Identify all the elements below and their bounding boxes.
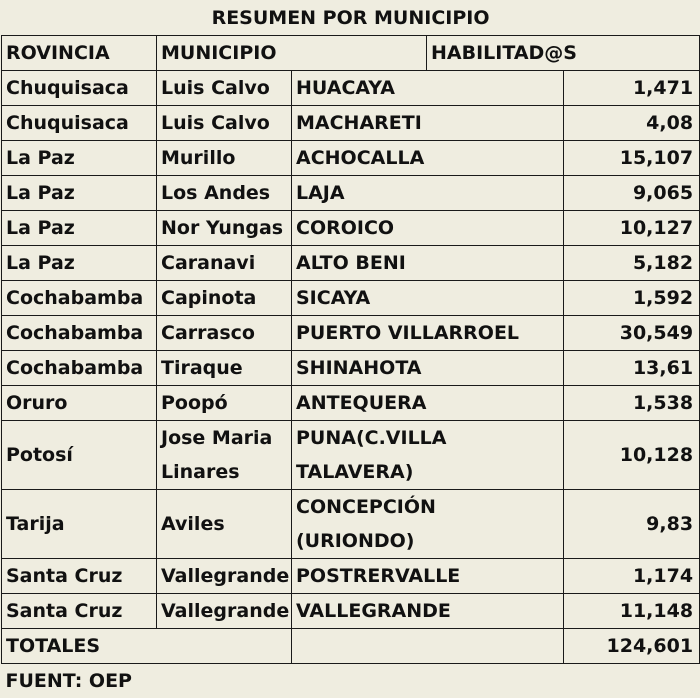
department-cell: Cochabamba — [2, 316, 157, 351]
population-cell: 1,174 — [564, 559, 700, 594]
population-cell: 15,107 — [564, 141, 700, 176]
population-cell: 1,471 — [564, 71, 700, 106]
table-row — [2, 71, 700, 106]
table-row — [2, 351, 700, 386]
department-cell: Oruro — [2, 386, 157, 421]
municipality-cell: PUERTO VILLARROEL — [292, 316, 564, 351]
province-cell: Poopó — [157, 386, 292, 421]
province-cell: Tiraque — [157, 351, 292, 386]
department-cell: Chuquisaca — [2, 106, 157, 141]
municipality-cell: CONCEPCIÓN (URIONDO) — [292, 490, 564, 559]
population-cell: 1,538 — [564, 386, 700, 421]
province-cell: Vallegrande — [157, 559, 292, 594]
header-row — [2, 36, 700, 71]
department-cell: La Paz — [2, 211, 157, 246]
municipality-summary-table — [1, 1, 700, 698]
totals-spacer — [292, 629, 564, 664]
province-cell: Caranavi — [157, 246, 292, 281]
department-cell: La Paz — [2, 176, 157, 211]
title-row — [2, 1, 700, 36]
table-row — [2, 106, 700, 141]
population-cell: 9,83 — [564, 490, 700, 559]
province-cell: Vallegrande — [157, 594, 292, 629]
department-cell: La Paz — [2, 141, 157, 176]
population-cell: 1,592 — [564, 281, 700, 316]
municipality-cell: POSTRERVALLE — [292, 559, 564, 594]
table-row — [2, 559, 700, 594]
table-row — [2, 386, 700, 421]
province-cell: Luis Calvo — [157, 106, 292, 141]
municipality-cell: SHINAHOTA — [292, 351, 564, 386]
province-cell: Murillo — [157, 141, 292, 176]
table-row — [2, 281, 700, 316]
header-habitantes: HABILITAD@S — [427, 36, 700, 71]
totals-label: TOTALES — [2, 629, 292, 664]
population-cell: 11,148 — [564, 594, 700, 629]
municipality-cell: ALTO BENI — [292, 246, 564, 281]
province-cell: Jose Maria Linares — [157, 421, 292, 490]
totals-value: 124,601 — [564, 629, 700, 664]
province-cell: Capinota — [157, 281, 292, 316]
table-row — [2, 211, 700, 246]
department-cell: Cochabamba — [2, 351, 157, 386]
header-municipio: MUNICIPIO — [157, 36, 427, 71]
table-row — [2, 316, 700, 351]
department-cell: La Paz — [2, 246, 157, 281]
municipality-cell: PUNA(C.VILLA TALAVERA) — [292, 421, 564, 490]
province-cell: Aviles — [157, 490, 292, 559]
table-row — [2, 141, 700, 176]
population-cell: 10,128 — [564, 421, 700, 490]
table-title: RESUMEN POR MUNICIPIO — [2, 1, 700, 36]
table-row — [2, 490, 700, 559]
table-row — [2, 594, 700, 629]
table-row — [2, 176, 700, 211]
province-cell: Nor Yungas — [157, 211, 292, 246]
municipality-cell: ANTEQUERA — [292, 386, 564, 421]
population-cell: 10,127 — [564, 211, 700, 246]
population-cell: 13,61 — [564, 351, 700, 386]
population-cell: 4,08 — [564, 106, 700, 141]
municipality-cell: SICAYA — [292, 281, 564, 316]
department-cell: Cochabamba — [2, 281, 157, 316]
municipality-cell: COROICO — [292, 211, 564, 246]
table-row — [2, 246, 700, 281]
header-provincia: ROVINCIA — [2, 36, 157, 71]
totals-row — [2, 629, 700, 664]
municipality-cell: HUACAYA — [292, 71, 564, 106]
source-row — [2, 664, 700, 698]
municipality-cell: VALLEGRANDE — [292, 594, 564, 629]
municipality-cell: MACHARETI — [292, 106, 564, 141]
population-cell: 9,065 — [564, 176, 700, 211]
table-row — [2, 421, 700, 490]
department-cell: Santa Cruz — [2, 594, 157, 629]
province-cell: Luis Calvo — [157, 71, 292, 106]
department-cell: Tarija — [2, 490, 157, 559]
source-note: FUENT: OEP — [2, 664, 700, 698]
department-cell: Chuquisaca — [2, 71, 157, 106]
province-cell: Carrasco — [157, 316, 292, 351]
department-cell: Potosí — [2, 421, 157, 490]
department-cell: Santa Cruz — [2, 559, 157, 594]
municipality-cell: LAJA — [292, 176, 564, 211]
province-cell: Los Andes — [157, 176, 292, 211]
population-cell: 5,182 — [564, 246, 700, 281]
municipality-cell: ACHOCALLA — [292, 141, 564, 176]
population-cell: 30,549 — [564, 316, 700, 351]
